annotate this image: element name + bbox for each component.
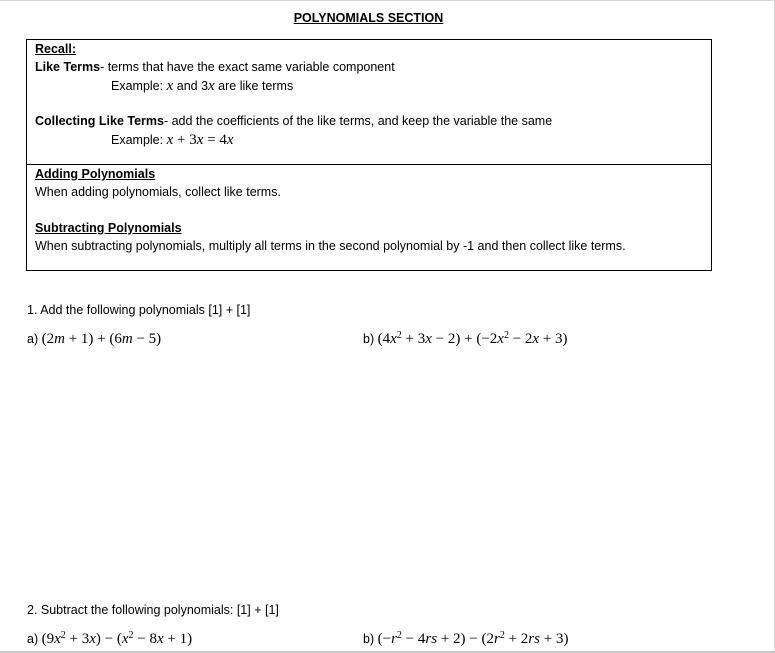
question-1a-expression: (2m + 1) + (6m − 5) <box>41 331 162 347</box>
question-2b-expression: $(-r^2 - 4rs + 2) - (2r^2 + 2rs + 3)$ <box>377 630 569 647</box>
page-top-border <box>0 0 773 1</box>
like-terms-example: Example: x and 3x are like terms <box>111 78 294 94</box>
collecting-example-math: x + 3x = 4x <box>166 132 234 148</box>
question-2a-expression: $(9x^2 + 3x) - (x^2 - 8x + 1)$ <box>41 630 193 647</box>
collecting-text: - add the coefficients of the like terms, and keep the variable the same <box>163 114 553 128</box>
operations-section <box>27 165 711 270</box>
question-1-prompt: 1. Add the following polynomials [1] + [1] <box>27 303 251 317</box>
question-2b: b) $(-r^2 - 4rs + 2) - (2r^2 + 2rs + 3)$ <box>363 630 569 647</box>
collecting-definition <box>35 114 552 128</box>
recall-heading: Recall: <box>35 42 76 56</box>
adding-text: When adding polynomials, collect like terms. <box>35 185 281 199</box>
question-2a: a) $(9x^2 + 3x) - (x^2 - 8x + 1)$ <box>27 630 193 647</box>
recall-box <box>26 39 712 271</box>
collecting-label: Collecting Like Terms <box>35 114 164 128</box>
like-terms-text: - terms that have the exact same variable component <box>100 60 395 74</box>
collecting-example: Example: x + 3x = 4x <box>111 132 234 148</box>
question-1b: b) $(4x^2 + 3x - 2) + (-2x^2 - 2x + 3)$ <box>363 330 568 347</box>
adding-heading: Adding Polynomials <box>35 167 156 181</box>
question-1a: a) (2m + 1) + (6m − 5) <box>27 331 162 347</box>
question-2-prompt: 2. Subtract the following polynomials: [1] + [1] <box>27 603 279 617</box>
like-terms-definition <box>35 60 395 74</box>
question-1b-expression: $(4x^2 + 3x - 2) + (-2x^2 - 2x + 3)$ <box>377 330 568 347</box>
recall-section <box>27 40 711 165</box>
like-terms-label: Like Terms <box>35 60 101 74</box>
subtracting-text: When subtracting polynomials, multiply all terms in the second polynomial by -1 and then collect like terms. <box>35 239 626 253</box>
page-title: POLYNOMIALS SECTION <box>293 11 444 25</box>
subtracting-heading: Subtracting Polynomials <box>35 221 182 235</box>
